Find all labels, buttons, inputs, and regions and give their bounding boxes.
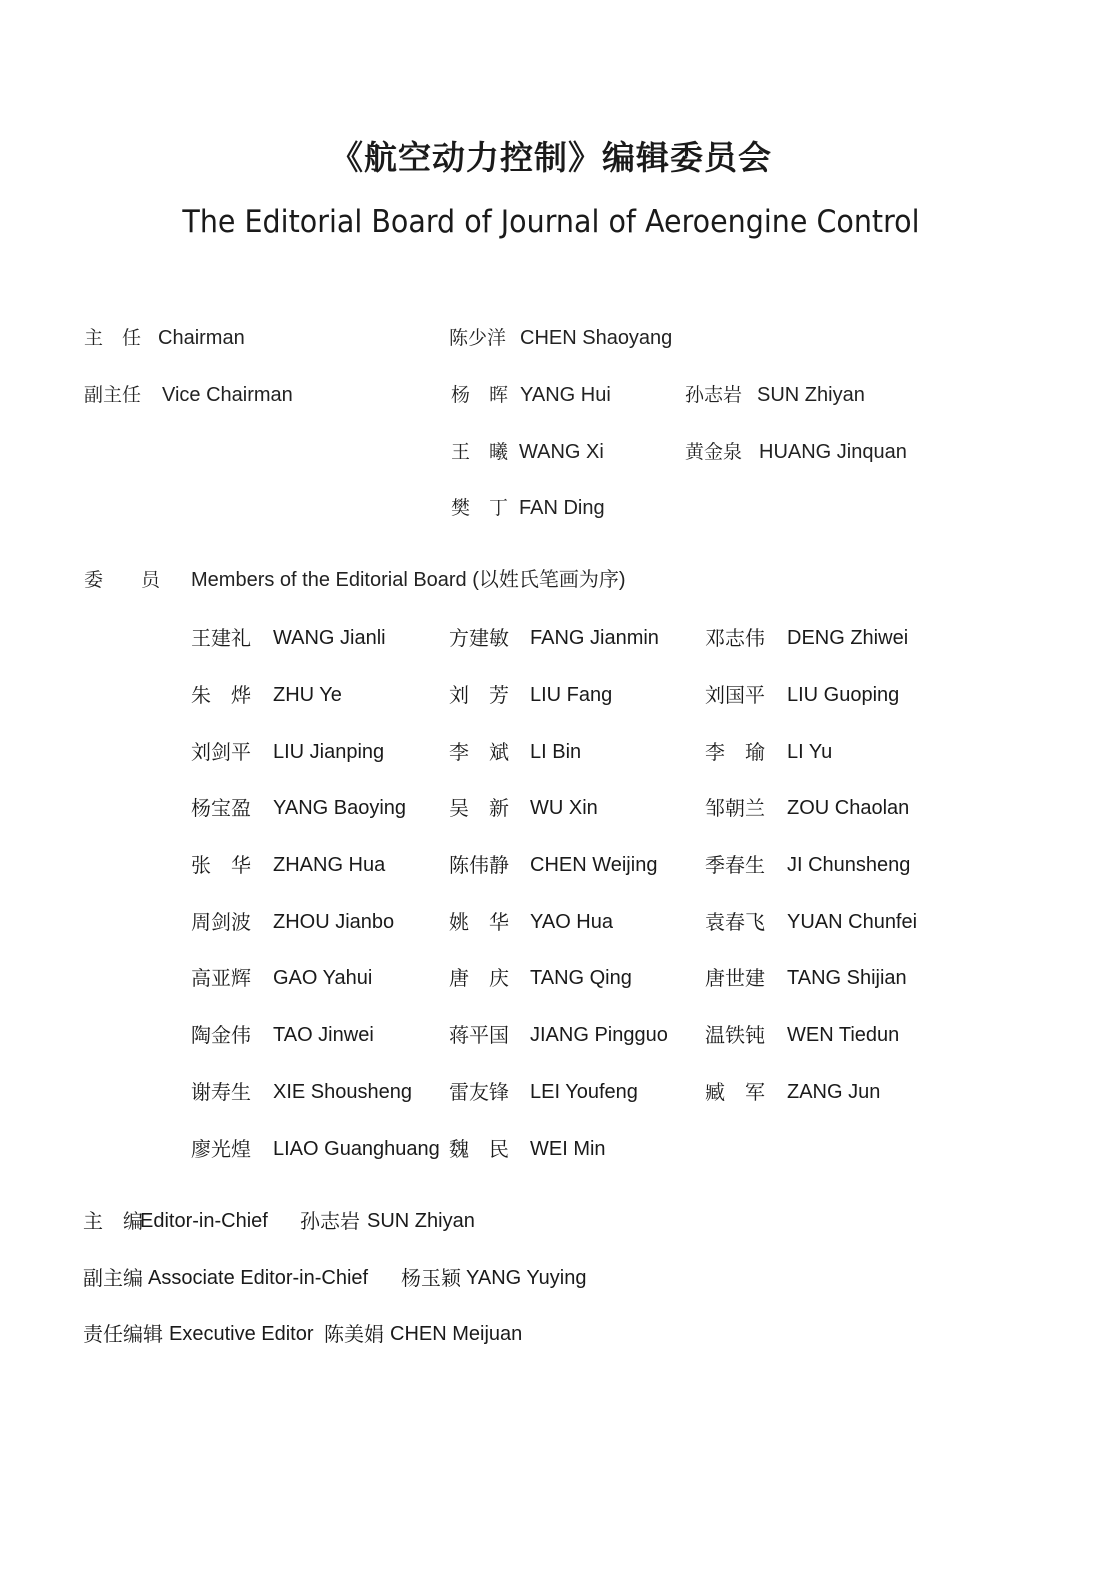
member-name-en: YAO Hua [530,911,613,933]
member-name-cn: 李 瑜 [705,740,765,764]
member-name-en: ZHU Ye [273,684,342,706]
member-name-cn: 张 华 [191,853,251,877]
member-name-en: TANG Shijian [787,967,907,989]
member-name-cn: 姚 华 [449,910,509,934]
vice-chairman-name-cn: 杨 晖 [451,384,509,406]
vice-chairman-name-en: HUANG Jinquan [759,441,907,463]
vice-chairman-name-cn: 王 曦 [451,441,509,463]
member-name-cn: 蒋平国 [449,1023,509,1047]
executive-editor-role-cn: 责任编辑 [83,1322,163,1346]
member-name-en: TAO Jinwei [273,1024,374,1046]
vice-chairman-name-cn: 樊 丁 [451,497,509,519]
member-name-en: LI Bin [530,741,582,763]
chairman-role-en: Chairman [158,327,245,349]
member-name-en: WANG Jianli [273,627,386,649]
member-name-en: ZHANG Hua [273,854,386,876]
member-name-cn: 唐 庆 [449,966,509,990]
member-name-cn: 廖光煌 [191,1137,251,1161]
associate-editor-role-cn: 副主编 [83,1266,143,1290]
member-name-cn: 刘剑平 [191,740,251,764]
member-name-cn: 高亚辉 [191,966,251,990]
member-name-en: CHEN Weijing [530,854,658,876]
associate-editor-name-en: YANG Yuying [466,1267,587,1289]
members-role-cn: 委 员 [84,569,161,591]
member-name-cn: 季春生 [705,853,765,877]
member-name-en: JIANG Pingguo [530,1024,668,1046]
editor-in-chief-name-cn: 孙志岩 [300,1209,360,1233]
editor-in-chief-role-cn: 主 编 [83,1209,143,1233]
member-name-en: GAO Yahui [273,967,373,989]
member-name-en: JI Chunsheng [787,854,911,876]
member-name-en: LEI Youfeng [530,1081,638,1103]
member-name-cn: 刘国平 [705,683,765,707]
member-name-en: WEN Tiedun [787,1024,900,1046]
vice-chairman-name-en: FAN Ding [519,497,605,519]
chairman-role-cn: 主 任 [84,327,142,349]
chairman-name-en: CHEN Shaoyang [520,327,673,349]
member-name-cn: 温铁钝 [705,1023,765,1047]
member-name-cn: 刘 芳 [449,683,509,707]
executive-editor-name-cn: 陈美娟 [324,1322,384,1346]
vice-chairman-role-en: Vice Chairman [162,384,293,406]
vice-chairman-name-en: SUN Zhiyan [757,384,865,406]
member-name-en: ZHOU Jianbo [273,911,395,933]
member-name-cn: 袁春飞 [705,910,765,934]
member-name-cn: 魏 民 [449,1137,509,1161]
member-name-cn: 杨宝盈 [191,796,251,820]
executive-editor-role-en: Executive Editor [169,1323,314,1345]
member-name-en: WU Xin [530,797,598,819]
member-name-cn: 朱 烨 [191,683,251,707]
member-name-en: LIU Guoping [787,684,900,706]
member-name-cn: 吴 新 [449,796,509,820]
member-name-en: LI Yu [787,741,833,763]
member-name-en: LIU Jianping [273,741,385,763]
editor-in-chief-name-en: SUN Zhiyan [367,1210,475,1232]
member-name-cn: 雷友锋 [449,1080,509,1104]
chairman-name-cn: 陈少洋 [449,327,507,349]
member-name-en: ZANG Jun [787,1081,881,1103]
editor-in-chief-role-en: Editor-in-Chief [140,1210,268,1232]
member-name-en: WEI Min [530,1138,606,1160]
members-role-en: Members of the Editorial Board (以姓氏笔画为序) [191,569,626,591]
member-name-en: XIE Shousheng [273,1081,412,1103]
member-name-cn: 方建敏 [449,626,509,650]
vice-chairman-name-cn: 黄金泉 [685,441,743,463]
vice-chairman-name-cn: 孙志岩 [685,384,743,406]
member-name-en: FANG Jianmin [530,627,659,649]
vice-chairman-name-en: YANG Hui [520,384,611,406]
member-name-cn: 陶金伟 [191,1023,251,1047]
member-name-cn: 邓志伟 [705,626,765,650]
member-name-cn: 王建礼 [191,626,251,650]
associate-editor-name-cn: 杨玉颖 [401,1266,461,1290]
member-name-en: ZOU Chaolan [787,797,910,819]
member-name-cn: 邹朝兰 [705,796,765,820]
member-name-cn: 李 斌 [449,740,509,764]
member-name-cn: 臧 军 [705,1080,765,1104]
vice-chairman-role-cn: 副主任 [84,384,142,406]
member-name-cn: 周剑波 [191,910,251,934]
vice-chairman-name-en: WANG Xi [519,441,604,463]
member-name-cn: 谢寿生 [191,1080,251,1104]
member-name-en: TANG Qing [530,967,632,989]
member-name-cn: 唐世建 [705,966,765,990]
member-name-en: DENG Zhiwei [787,627,909,649]
associate-editor-role-en: Associate Editor-in-Chief [148,1267,369,1289]
page-title-chinese: 《航空动力控制》编辑委员会 [330,138,772,177]
member-name-en: YUAN Chunfei [787,911,918,933]
member-name-en: YANG Baoying [273,797,407,819]
page-title-english: The Editorial Board of Journal of Aeroengine Control [182,204,920,240]
member-name-en: LIAO Guanghuang [273,1138,440,1160]
member-name-en: LIU Fang [530,684,613,706]
member-name-cn: 陈伟静 [449,853,509,877]
executive-editor-name-en: CHEN Meijuan [390,1323,523,1345]
